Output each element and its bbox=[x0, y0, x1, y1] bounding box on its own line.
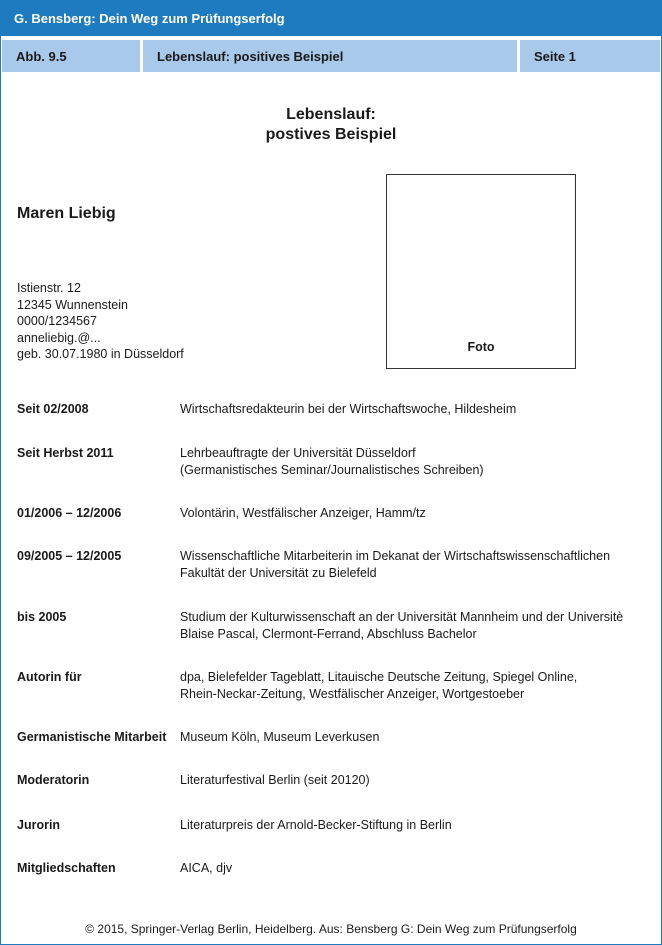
photo-placeholder bbox=[386, 174, 576, 369]
cv-entry-label: 09/2005 – 12/2005 bbox=[17, 549, 122, 563]
figure-number: Abb. 9.5 bbox=[2, 40, 140, 72]
applicant-name: Maren Liebig bbox=[17, 205, 116, 222]
cv-entry-label: 01/2006 – 12/2006 bbox=[17, 506, 122, 520]
birth-info: geb. 30.07.1980 in Düsseldorf bbox=[17, 347, 184, 361]
cv-entry-line: dpa, Bielefelder Tageblatt, Litauische Deutsche Zeitung, Spiegel Online, bbox=[180, 670, 578, 684]
street: Istienstr. 12 bbox=[17, 281, 81, 295]
cv-entry-line: Volontärin, Westfälischer Anzeiger, Hamm/tz bbox=[180, 506, 426, 520]
phone: 0000/1234567 bbox=[17, 314, 97, 328]
cv-entry-label: Seit Herbst 2011 bbox=[17, 446, 114, 460]
cv-entry-line: Literaturfestival Berlin (seit 20120) bbox=[180, 773, 370, 787]
document-title-line-2: postives Beispiel bbox=[265, 126, 397, 143]
cv-entry-line: Lehrbeauftragte der Universität Düsseldorf bbox=[180, 446, 416, 460]
cv-entry-line: Literaturpreis der Arnold-Becker-Stiftung in Berlin bbox=[180, 818, 452, 832]
copyright-footer: © 2015, Springer-Verlag Berlin, Heidelberg. Aus: Bensberg G: Dein Weg zum Prüfungserfolg bbox=[85, 922, 577, 936]
cv-entry-line: AICA, djv bbox=[180, 861, 233, 875]
book-title-banner: G. Bensberg: Dein Weg zum Prüfungserfolg bbox=[0, 0, 662, 36]
cv-entry-text bbox=[180, 669, 650, 702]
cv-entry-label: Autorin für bbox=[17, 670, 82, 684]
cv-entry-text bbox=[180, 548, 650, 581]
cv-entry-label: Germanistische Mitarbeit bbox=[17, 730, 167, 744]
cv-entry-text bbox=[180, 729, 650, 746]
photo-label: Foto bbox=[467, 340, 495, 354]
cv-entry-label: Seit 02/2008 bbox=[17, 402, 89, 416]
cv-entry-label: Jurorin bbox=[17, 818, 61, 832]
cv-entry-label: bis 2005 bbox=[17, 610, 67, 624]
cv-entry-text bbox=[180, 609, 650, 642]
contact-block bbox=[17, 280, 184, 363]
cv-entry-text bbox=[180, 817, 650, 834]
cv-entry-line: Museum Köln, Museum Leverkusen bbox=[180, 730, 380, 744]
cv-entry-line: Blaise Pascal, Clermont-Ferrand, Abschluss Bachelor bbox=[180, 626, 477, 641]
cv-entry-line: Studium der Kulturwissenschaft an der Universität Mannheim und der Universitè bbox=[180, 610, 624, 624]
city: 12345 Wunnenstein bbox=[17, 297, 128, 312]
cv-entry-line: (Germanistisches Seminar/Journalistisches Schreiben) bbox=[180, 462, 484, 477]
cv-entry-text bbox=[180, 772, 650, 789]
figure-caption: Lebenslauf: positives Beispiel bbox=[143, 40, 517, 72]
cv-entry-text bbox=[180, 401, 650, 418]
cv-entry-line: Rhein-Neckar-Zeitung, Westfälischer Anzeiger, Wortgestoeber bbox=[180, 686, 525, 701]
cv-entry-label: Moderatorin bbox=[17, 773, 90, 787]
cv-entry-line: Wissenschaftliche Mitarbeiterin im Dekanat der Wirtschaftswissenschaftlichen bbox=[180, 549, 611, 563]
email: anneliebig.@... bbox=[17, 330, 101, 345]
cv-entry-text bbox=[180, 505, 650, 522]
cv-entry-label: Mitgliedschaften bbox=[17, 861, 116, 875]
cv-entry-text bbox=[180, 860, 650, 877]
cv-entry-line: Fakultät der Universität zu Bielefeld bbox=[180, 565, 377, 580]
document-title-line-1: Lebenslauf: bbox=[286, 106, 376, 123]
cv-entry-text bbox=[180, 445, 650, 478]
cv-entry-line: Wirtschaftsredakteurin bei der Wirtschaftswoche, Hildesheim bbox=[180, 402, 517, 416]
page-indicator: Seite 1 bbox=[520, 40, 660, 72]
